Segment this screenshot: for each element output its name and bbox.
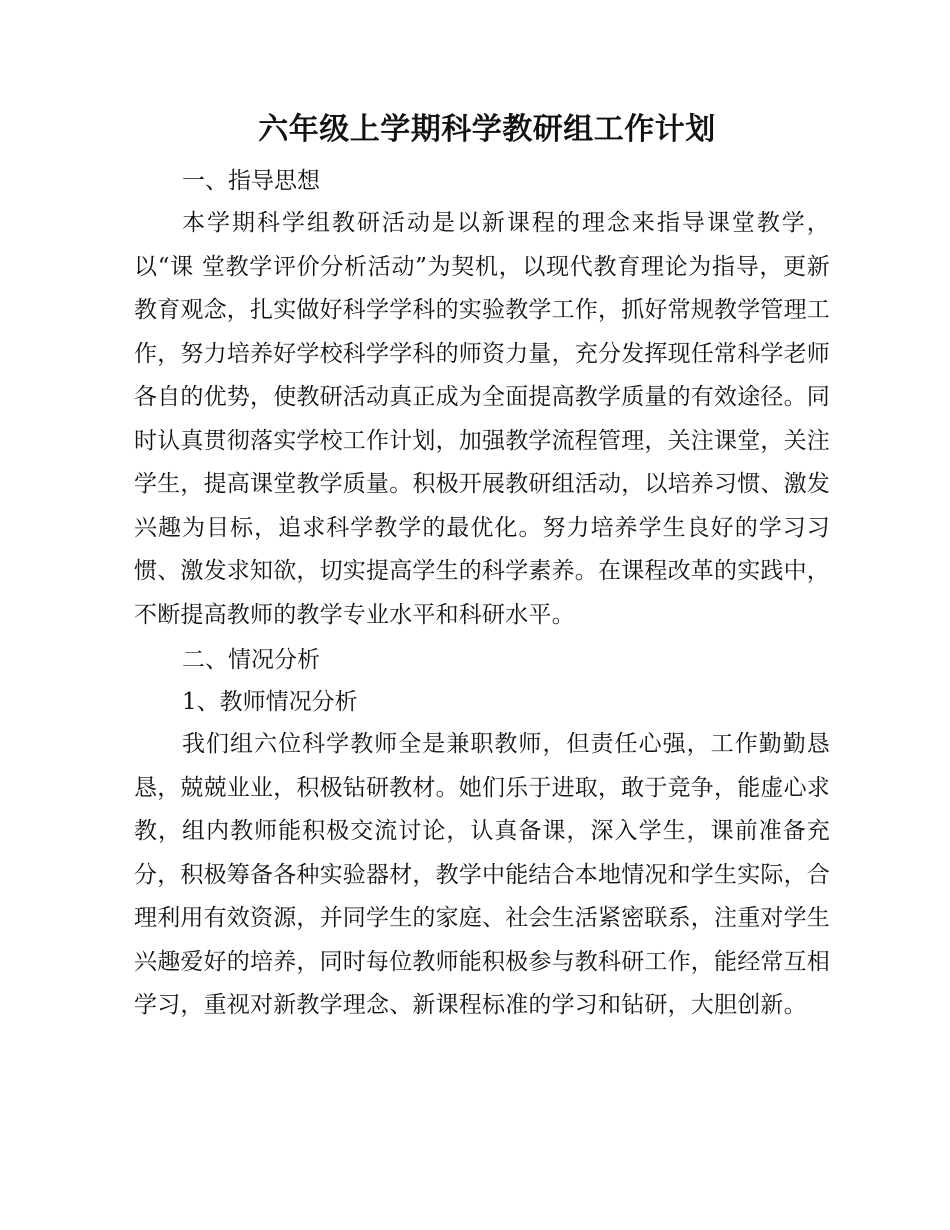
section-heading-situation-analysis: 二、情况分析 bbox=[182, 647, 320, 673]
section-heading-guiding-ideology: 一、指导思想 bbox=[182, 168, 320, 194]
paragraph-guiding-ideology: 本学期科学组教研活动是以新课程的理念来指导课堂教学，以“课 堂教学评价分析活动”为契机，以现代教育理论为指导，更新教育观念，扎实做好科学学科的实验教学工作，抓好常规教学管理工作，努力培养好学校科学学科的师资力量，充分发挥现任常科学老师各自的优势，使教研活动真正成为全面提高教学质量的有效途径。同时认真贯彻落实学校工作计划，加强教学流程管理，关注课堂，关注学生，提高课堂教学质量。积极开展教研组活动，以培养习惯、激发兴趣为目标，追求科学教学的最优化。努力培养学生良好的学习习惯、激发求知欲，切实提高学生的科学素养。在课程改革的实践中，不断提高教师的教学专业水平和科研水平。 bbox=[134, 210, 830, 628]
document-title: 六年级上学期科学教研组工作计划 bbox=[258, 112, 716, 147]
subsection-heading-teacher-analysis: 1、教师情况分析 bbox=[182, 689, 358, 715]
paragraph-teacher-analysis: 我们组六位科学教师全是兼职教师，但责任心强，工作勤勤恳恳，兢兢业业，积极钻研教材。她们乐于进取，敢于竞争，能虚心求教，组内教师能积极交流讨论，认真备课，深入学生，课前准备充分，积极筹备各种实验器材，教学中能结合本地情况和学生实际，合理利用有效资源，并同学生的家庭、社会生活紧密联系，注重对学生兴趣爱好的培养，同时每位教师能积极参与教科研工作，能经常互相学习，重视对新教学理念、新课程标准的学习和钻研，大胆创新。 bbox=[134, 731, 830, 1018]
